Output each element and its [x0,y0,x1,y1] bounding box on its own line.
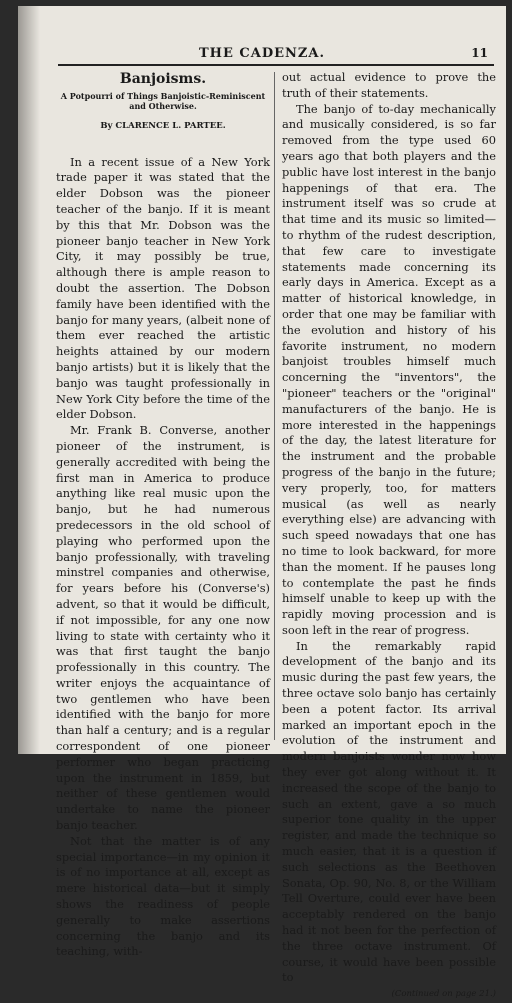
document-page [18,6,506,1000]
paragraph: out actual evidence to prove the truth of their statements. [282,70,496,100]
paragraph: The banjo of to-day mechanically and musically considered, is so far removed from the type used 60 years ago that both players and the public have lost interest in the banjo happenings of that era. The instrument itself was so crude at that time and its music so limited—to rhythm of the rudest description, that few care to investigate statements made concerning its early days in America. Except as a matter of historical knowledge, in order that one may be familiar with the evolution and history of his favorite instrument, no modern banjoist troubles himself much concerning the "inventors", the "pioneer" teachers or the "original" manufacturers of the banjo. He is more interested in the happenings of the day, the latest literature for the instrument and the probable progress of the banjo in the future; very properly, too, for matters musical (as well as nearly everything else) are advancing with such speed nowadays that one has no time to look backward, for more than the moment. If he pauses long to contemplate the past he finds himself unable to keep up with the rapidly moving procession and is soon left in the rear of progress. [282,101,496,637]
article-byline: By CLARENCE L. PARTEE. [100,120,226,131]
paragraph: In the remarkably rapid development of the banjo and its music during the past few years, the three octave solo banjo has certainly been a potent factor. Its arrival marked an important epoch in the evolution of the instrument and modern banjoists wonder now how they ever got along without it. It increased the scope of the banjo to such an extent, gave a so much superior tone quality in the upper register, and made the technique so much easier, that it is a question if such selections as the Beethoven Sonata, Op. 90, No. 8, or the William Tell Overture, could ever have been acceptably rendered on the banjo had it not been for the perfection of the three octave instrument. Of course, it would have been possible to [282,638,496,985]
header-rule [58,64,494,66]
journal-name: THE CADENZA. [199,46,325,61]
page-edge-shadow [18,6,40,754]
continued-note: (Continued on page 21.) [391,989,496,1000]
page-number: 11 [471,46,488,60]
right-column [282,70,496,1003]
column-divider [274,72,275,740]
paragraph: Mr. Frank B. Converse, another pioneer of the instrument, is generally accredited with being the first man in America to produce anything like real music upon the banjo, but he had numerous predecessors in the old school of playing who performed upon the banjo professionally, with traveling minstrel companies and otherwise, for years before his (Converse's) advent, so that it would be difficult, if not impossible, for any one now living to state with certainty who it was that first taught the banjo professionally in this country. The writer enjoys the acquaintance of two gentlemen who have been identified with the banjo for more than half a century; and is a regular correspondent of one pioneer performer who began practicing upon the instrument in 1859, but neither of these gentlemen would undertake to name the pioneer banjo teacher. [56,423,270,833]
article-subtitle: A Potpourri of Things Banjoistic-Reminiscent and Otherwise. [60,90,266,111]
left-column [56,70,270,960]
paragraph: In a recent issue of a New York trade paper it was stated that the elder Dobson was the pioneer teacher of the banjo. If it is meant by this that Mr. Dobson was the pioneer banjo teacher in New York City, it may possibly be true, although there is ample reason to doubt the assertion. The Dobson family have been identified with the banjo for many years, (albeit none of them ever reached the artistic heights attained by our modern banjo artists) but it is likely that the banjo was taught professionally in New York City before the time of the elder Dobson. [56,154,270,422]
article-title: Banjoisms. [119,71,207,87]
running-head [18,46,506,66]
paragraph: Not that the matter is of any special importance—in my opinion it is of no importance at all, except as mere historical data—but it simply shows the readiness of people generally to make assertions concerning the banjo and its teaching, with- [56,833,270,959]
